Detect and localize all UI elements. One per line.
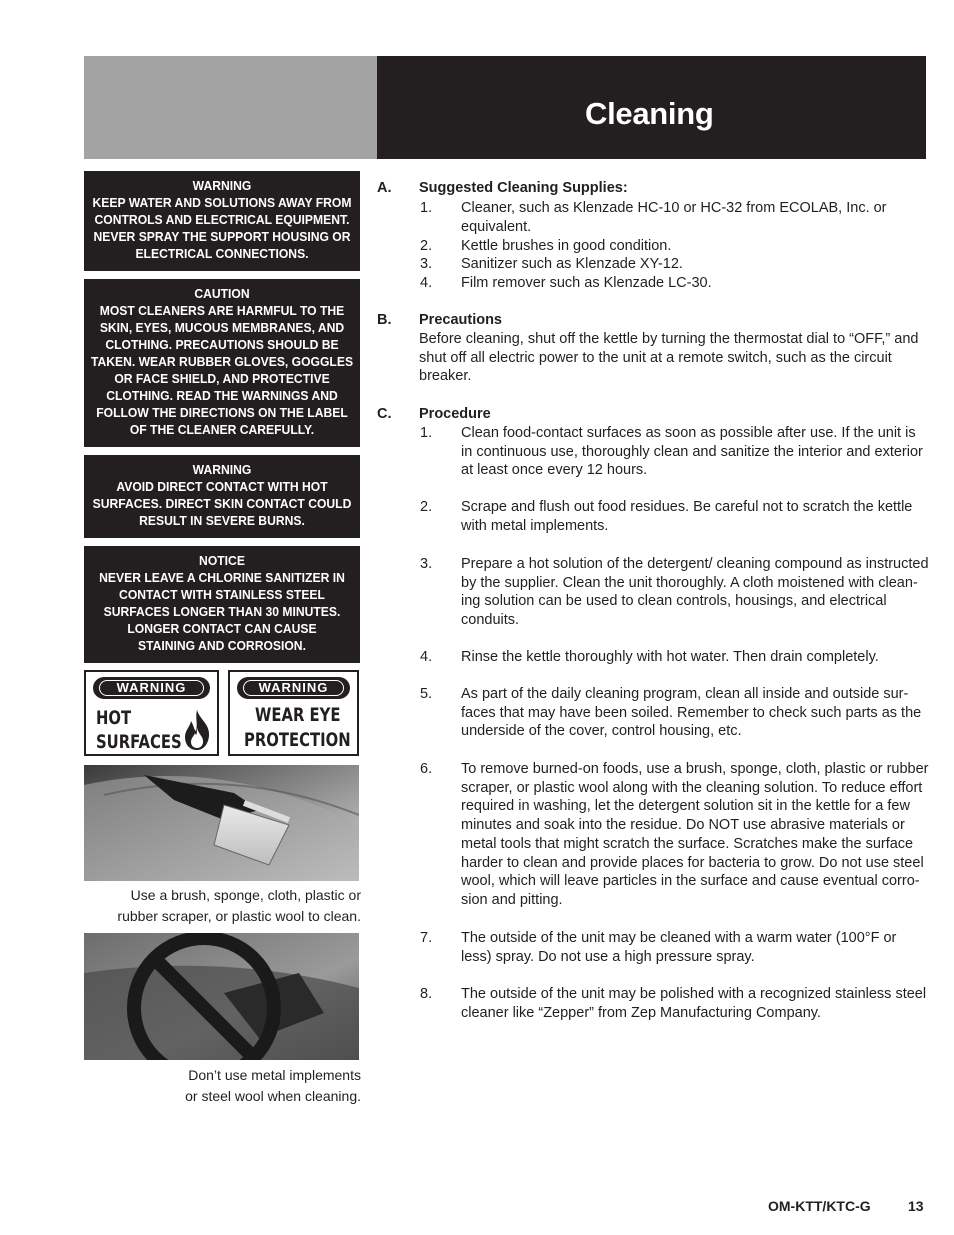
page-title: Cleaning — [585, 96, 714, 131]
list-item: Sanitizer such as Klenzade XY-12. — [461, 256, 683, 272]
list-number: 3. — [420, 556, 433, 572]
notice-line: AVOID DIRECT CONTACT WITH HOT — [116, 480, 328, 494]
list-number: 1. — [420, 200, 433, 216]
section-heading-precautions: Precautions — [419, 312, 502, 328]
brush-cleaning-photo — [84, 765, 359, 881]
notice-line: OR FACE SHIELD, AND PROTECTIVE — [114, 372, 330, 386]
notice-heading: NOTICE — [199, 554, 245, 568]
list-number: 6. — [420, 761, 433, 777]
list-number: 2. — [420, 238, 433, 254]
notice-heading: CAUTION — [194, 287, 250, 301]
list-item: Prepare a hot solution of the detergent/ cleaning compound as instructed by the supplier. Clean the unit thoroughly. A cloth moistened with clean- ing solution can be used to clean controls, housings, and electrical conduits. — [461, 556, 929, 629]
notice-line: STAINING AND CORROSION. — [138, 639, 306, 653]
precautions-paragraph: Before cleaning, shut off the kettle by turning the thermostat dial to “OFF,” and shut off all electric power to the unit at a remote switch, such as the circuit breaker. — [419, 331, 919, 385]
header-dark-band — [377, 56, 926, 159]
sign-banner — [237, 677, 350, 699]
list-item: Film remover such as Klenzade LC-30. — [461, 275, 712, 291]
notice-heading: WARNING — [192, 179, 252, 193]
notice-line: SKIN, EYES, MUCOUS MEMBRANES, AND — [99, 321, 345, 335]
list-item: Clean food-contact surfaces as soon as possible after use. If the unit is in continuous use, thoroughly clean and sanitize the interior and exterior at least once every 12 hours. — [461, 425, 923, 479]
notice-line: TAKEN. WEAR RUBBER GLOVES, GOGGLES — [90, 355, 354, 369]
brush-photo-caption — [117, 885, 361, 927]
caption-line: rubber scraper, or plastic wool to clean. — [117, 908, 361, 924]
caution-box-cleaners — [84, 279, 360, 447]
sign-line: HOT — [96, 707, 132, 729]
warning-box-hot-surfaces — [84, 455, 360, 538]
notice-line: MOST CLEANERS ARE HARMFUL TO THE — [99, 304, 345, 318]
list-number: 3. — [420, 256, 433, 272]
wear-eye-protection-sign — [228, 670, 359, 756]
notice-line: CONTACT WITH STAINLESS STEEL — [119, 588, 325, 602]
list-number: 4. — [420, 649, 433, 665]
section-letter: A. — [377, 180, 392, 196]
list-number: 4. — [420, 275, 433, 291]
section-letter: B. — [377, 312, 392, 328]
metal-photo-caption — [185, 1065, 361, 1107]
sign-line: SURFACES — [96, 731, 182, 753]
hot-surfaces-sign — [84, 670, 219, 756]
list-number: 5. — [420, 686, 433, 702]
notice-line: RESULT IN SEVERE BURNS. — [139, 514, 305, 528]
notice-line: OF THE CLEANER CAREFULLY. — [129, 423, 315, 437]
page-number: 13 — [908, 1198, 924, 1214]
caption-line: Don’t use metal implements — [188, 1067, 361, 1083]
notice-line: LONGER CONTACT CAN CAUSE — [127, 622, 317, 636]
notice-line: FOLLOW THE DIRECTIONS ON THE LABEL — [96, 406, 348, 420]
notice-line: NEVER SPRAY THE SUPPORT HOUSING OR — [93, 230, 351, 244]
list-item: The outside of the unit may be polished with a recognized stainless steel cleaner like “Zepper” from Zep Manufacturing Company. — [461, 986, 927, 1021]
caption-line: or steel wool when cleaning. — [185, 1088, 361, 1104]
sign-line: PROTECTION — [244, 729, 351, 751]
warning-box-water — [84, 171, 360, 271]
list-item: To remove burned-on foods, use a brush, sponge, cloth, plastic or rubber scraper, or plastic wool along with the cleaning solution. To reduce effort required in washing, let the detergent solution sit in the kettle for a few minutes and soak into the residue. Do NOT use abrasive materials or metal tools that might scratch the surface. Scratches make the surface harder to clean and provide places for bacteria to grow. Do not use steel wool, which will leave particles in the surface and cause eventual corro- sion and pitting. — [461, 761, 929, 908]
list-item: The outside of the unit may be cleaned with a warm water (100°F or less) spray. Do not use a high pressure spray. — [461, 930, 897, 965]
list-number: 7. — [420, 930, 433, 946]
notice-line: CLOTHING. PRECAUTIONS SHOULD BE — [105, 338, 339, 352]
list-number: 8. — [420, 986, 433, 1002]
no-metal-implements-photo — [84, 933, 359, 1060]
notice-line: CONTROLS AND ELECTRICAL EQUIPMENT. — [94, 213, 350, 227]
caption-line: Use a brush, sponge, cloth, plastic or — [130, 887, 361, 903]
section-heading-procedure: Procedure — [419, 406, 491, 422]
list-item: As part of the daily cleaning program, clean all inside and outside sur- faces that may have been soiled. Remember to check such parts as the underside of the cover, control housing, etc. — [461, 686, 922, 740]
notice-box-chlorine — [84, 546, 360, 663]
notice-line: NEVER LEAVE A CHLORINE SANITIZER IN — [99, 571, 345, 585]
sign-banner-text: WARNING — [243, 680, 344, 696]
list-item: Rinse the kettle thoroughly with hot water. Then drain completely. — [461, 649, 879, 665]
notice-line: CLOTHING. READ THE WARNINGS AND — [106, 389, 338, 403]
flame-icon — [182, 708, 212, 752]
list-item: Cleaner, such as Klenzade HC-10 or HC-32 from ECOLAB, Inc. or equivalent. — [461, 200, 887, 235]
list-number: 1. — [420, 425, 433, 441]
list-number: 2. — [420, 499, 433, 515]
sign-banner-text: WARNING — [99, 680, 204, 696]
list-item: Kettle brushes in good condition. — [461, 238, 672, 254]
document-code: OM-KTT/KTC-G — [768, 1198, 871, 1214]
section-letter: C. — [377, 406, 392, 422]
notice-line: SURFACES. DIRECT SKIN CONTACT COULD — [92, 497, 352, 511]
header-gray-band — [84, 56, 377, 159]
notice-line: KEEP WATER AND SOLUTIONS AWAY FROM — [92, 196, 352, 210]
notice-line: SURFACES LONGER THAN 30 MINUTES. — [103, 605, 341, 619]
notice-line: ELECTRICAL CONNECTIONS. — [135, 247, 309, 261]
notice-heading: WARNING — [192, 463, 252, 477]
sign-banner — [93, 677, 210, 699]
sign-line: WEAR EYE — [255, 704, 341, 726]
list-item: Scrape and flush out food residues. Be careful not to scratch the kettle with metal implements. — [461, 499, 913, 534]
section-heading-supplies: Suggested Cleaning Supplies: — [419, 180, 628, 196]
